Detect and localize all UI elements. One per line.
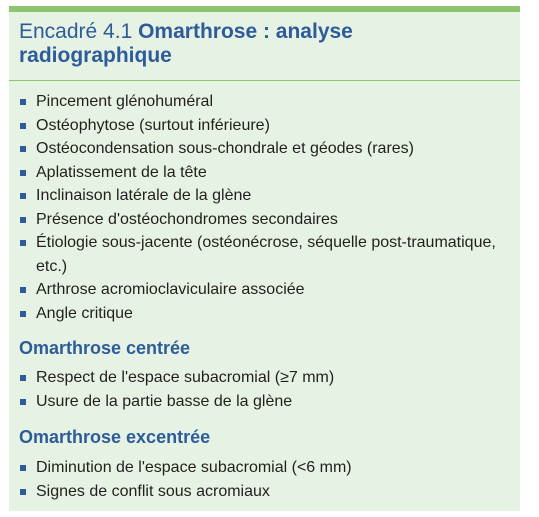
list-item-text: Arthrose acromioclaviculaire associée — [36, 281, 305, 298]
box-title-text: Omarthrose : analyse radiographique — [19, 20, 353, 67]
list-item-text: Ostéophytose (surtout inférieure) — [36, 116, 270, 134]
list-item-text: Aplatissement de la tête — [36, 163, 207, 181]
list-item — [9, 390, 520, 414]
bullet-icon — [20, 99, 26, 105]
list-item — [9, 278, 520, 302]
list-item-text: Pincement glénohuméral — [36, 93, 213, 110]
box-label: Encadré 4.1 — [19, 20, 133, 43]
bullet-icon — [20, 146, 26, 152]
box-title — [19, 20, 509, 68]
section-heading-eccentric: Omarthrose excentrée — [19, 427, 211, 447]
list-item-text: Usure de la partie basse de la glène — [36, 392, 293, 410]
bullet-icon — [20, 311, 26, 317]
bullet-icon — [20, 193, 26, 199]
box-top-bar — [9, 6, 520, 12]
centred-bullet-list — [9, 366, 520, 413]
list-item — [9, 161, 520, 185]
list-item — [9, 456, 520, 480]
list-item-text: Présence d'ostéochondromes secondaires — [36, 210, 338, 228]
callout-box — [9, 6, 520, 511]
list-item-text: Angle critique — [36, 304, 133, 322]
list-item — [9, 137, 520, 161]
list-item-text: Étiologie sous-jacente (ostéonécrose, séquelle post-traumatique, etc.) — [36, 234, 496, 275]
list-item — [9, 231, 520, 278]
list-item — [9, 114, 520, 138]
main-bullet-list — [9, 90, 520, 325]
list-item — [9, 184, 520, 208]
bullet-icon — [20, 399, 26, 405]
list-item-text: Inclinaison latérale de la glène — [36, 187, 252, 204]
list-item-text: Ostéocondensation sous-chondrale et géodes (rares) — [36, 140, 414, 157]
bullet-icon — [20, 240, 26, 246]
list-item — [9, 90, 520, 114]
eccentric-bullet-list — [9, 456, 520, 503]
list-item — [9, 366, 520, 390]
bullet-icon — [20, 170, 26, 176]
bullet-icon — [20, 287, 26, 293]
bullet-icon — [20, 375, 26, 381]
list-item — [9, 480, 520, 504]
list-item — [9, 208, 520, 232]
list-item-text: Diminution de l'espace subacromial (<6 mm) — [36, 459, 352, 476]
bullet-icon — [20, 123, 26, 129]
bullet-icon — [20, 217, 26, 223]
list-item-text: Signes de conflit sous acromiaux — [36, 482, 270, 500]
bullet-icon — [20, 489, 26, 495]
list-item — [9, 302, 520, 326]
section-heading-centred: Omarthrose centrée — [19, 338, 191, 358]
list-item-text: Respect de l'espace subacromial (≥7 mm) — [36, 369, 335, 386]
bullet-icon — [20, 465, 26, 471]
title-divider — [9, 80, 520, 81]
